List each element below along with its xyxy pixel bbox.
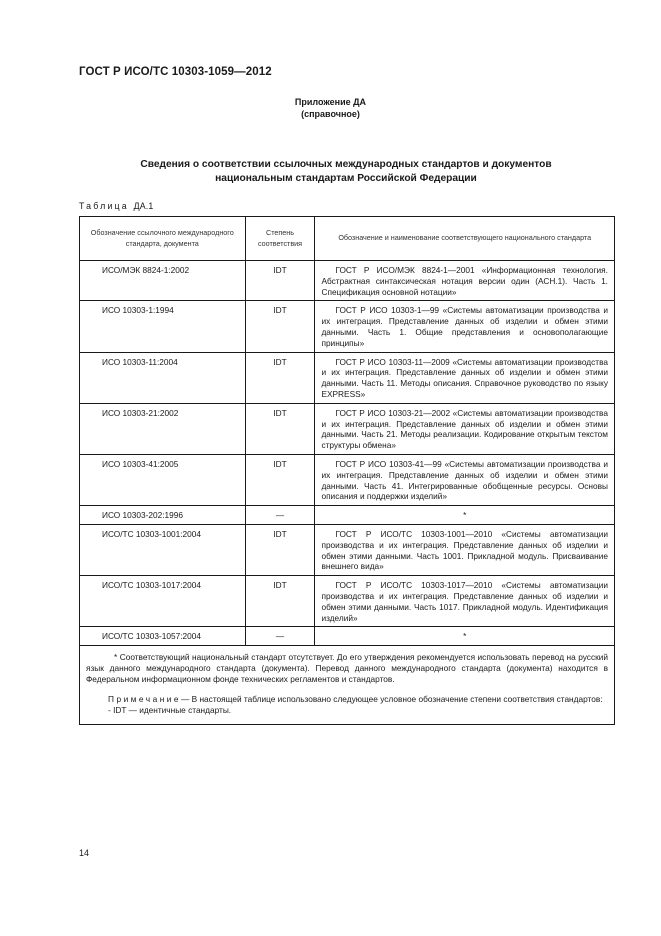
document-code: ГОСТ Р ИСО/ТС 10303-1059—2012 (79, 66, 272, 78)
table-row (80, 524, 615, 575)
table-caption-number: ДА.1 (133, 201, 154, 211)
table-header-row (80, 217, 615, 261)
cell-degree: IDT (245, 403, 315, 454)
note-label: Примечание (108, 694, 182, 705)
cell-national (315, 301, 615, 352)
cell-national (315, 403, 615, 454)
cell-reference: ИСО 10303-41:2005 (80, 454, 246, 505)
table-row (80, 403, 615, 454)
cell-reference: ИСО/МЭК 8824-1:2002 (80, 261, 246, 301)
annex-subtitle: (справочное) (301, 109, 360, 119)
cell-degree: — (245, 506, 315, 525)
cell-degree: IDT (245, 352, 315, 403)
cell-national-text: ГОСТ Р ИСО/МЭК 8824-1—2001 «Информационная технология. Абстрактная синтаксическая нотация версии один (АСН.1). Часть 1. Спецификация основной нотации» (321, 265, 608, 297)
table-note (86, 694, 608, 705)
page-number: 14 (79, 848, 90, 858)
note-legend: - IDT — идентичные стандарты. (108, 705, 232, 716)
table-footer-row (80, 646, 615, 725)
cell-national: * (315, 627, 615, 646)
cell-national (315, 261, 615, 301)
cell-reference: ИСО/ТС 10303-1017:2004 (80, 576, 246, 627)
note-text: — В настоящей таблице использовано следующее условное обозначение степени соответствия стандартов: (181, 694, 603, 705)
table-row (80, 352, 615, 403)
annex-title: Приложение ДА (294, 97, 367, 107)
table-row (80, 454, 615, 505)
table-footer (80, 646, 615, 725)
cell-national-text: ГОСТ Р ИСО 10303-11—2009 «Системы автоматизации производства и их интеграция. Представление данных об изделии и обмен этими данными. Часть 11. Методы описания. Справочное руководство по языку EXPRESS» (321, 356, 608, 399)
cell-degree: IDT (245, 301, 315, 352)
annex-heading (0, 96, 661, 120)
cell-reference: ИСО 10303-11:2004 (80, 352, 246, 403)
table-caption-label: Таблица (79, 201, 129, 211)
cell-national (315, 352, 615, 403)
cell-degree: IDT (245, 454, 315, 505)
cell-degree: IDT (245, 576, 315, 627)
column-header-degree: Степень соответствия (245, 217, 315, 261)
cell-reference: ИСО 10303-21:2002 (80, 403, 246, 454)
table-caption (79, 201, 154, 211)
cell-reference: ИСО/ТС 10303-1001:2004 (80, 524, 246, 575)
table-row (80, 627, 615, 646)
cell-reference: ИСО/ТС 10303-1057:2004 (80, 627, 246, 646)
cell-national (315, 454, 615, 505)
table-row (80, 506, 615, 525)
table-row (80, 576, 615, 627)
column-header-reference: Обозначение ссылочного международного стандарта, документа (80, 217, 246, 261)
section-title-line-2: национальным стандартам Российской Федерации (215, 172, 477, 184)
column-header-national: Обозначение и наименование соответствующего национального стандарта (315, 217, 615, 261)
correspondence-table (79, 216, 615, 725)
cell-reference: ИСО 10303-1:1994 (80, 301, 246, 352)
cell-national-text: ГОСТ Р ИСО 10303-41—99 «Системы автоматизации производства и их интеграция. Представление данных об изделии и обмен этими данными. Часть 41. Интегрированные обобщенные ресурсы. Основы описания и поддержки изделий» (321, 458, 608, 502)
section-title (79, 158, 613, 185)
table-row (80, 261, 615, 301)
cell-national-text: ГОСТ Р ИСО/ТС 10303-1017—2010 «Системы автоматизации производства и их интеграция. Представление данных об изделии и обмен этими данными. Часть 1017. Прикладной модуль. Идентификация изделий» (321, 580, 608, 623)
cell-degree: IDT (245, 524, 315, 575)
cell-national (315, 524, 615, 575)
cell-national-text: ГОСТ Р ИСО 10303-1—99 «Системы автоматизации производства и их интеграция. Представление данных об изделии и обмен этими данными. Часть 1. Общие представления и основополагающие принципы» (321, 305, 608, 348)
table-footnote: * Соответствующий национальный стандарт отсутствует. До его утверждения рекомендуется использовать перевод на русский язык данного международного стандарта (документа). Перевод данного международного стандарта (документа) находится в Федеральном информационном фонде технических регламентов и стандартов. (86, 652, 608, 685)
cell-national-text: ГОСТ Р ИСО/ТС 10303-1001—2010 «Системы автоматизации производства и их интеграция. Представление данных об изделии и обмен этими данными. Часть 1001. Прикладной модуль. Присваивание внешнего вида» (321, 528, 608, 572)
cell-reference: ИСО 10303-202:1996 (80, 506, 246, 525)
cell-degree: — (245, 627, 315, 646)
cell-degree: IDT (245, 261, 315, 301)
table-row (80, 301, 615, 352)
cell-national (315, 576, 615, 627)
cell-national-text: ГОСТ Р ИСО 10303-21—2002 «Системы автоматизации производства и их интеграция. Представление данных об изделии и обмен этими данными. Часть 21. Методы реализации. Кодирование открытым текстом структуры обмена» (321, 407, 608, 451)
section-title-line-1: Сведения о соответствии ссылочных международных стандартов и документов (140, 159, 552, 170)
cell-national: * (315, 506, 615, 525)
